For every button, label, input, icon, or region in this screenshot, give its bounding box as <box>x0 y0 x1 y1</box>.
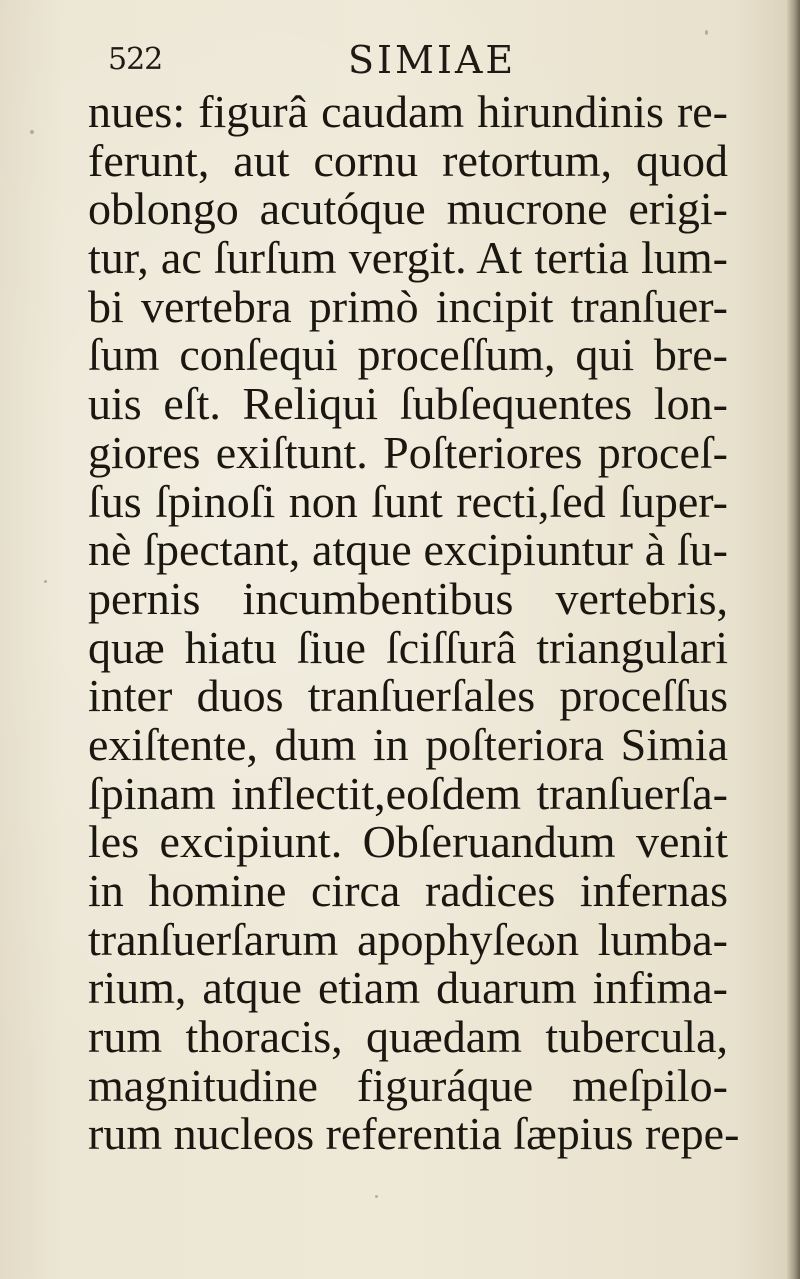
text-line: in homine circa radices infernas <box>88 865 728 916</box>
text-line: giores exiſtunt. Poſteriores proceſ- <box>88 426 728 478</box>
text-line: inter duos tranſuerſales proceſſus <box>88 670 728 722</box>
text-line: les excipiunt. Obſeruandum venit <box>88 816 728 868</box>
paper-speck <box>30 130 34 134</box>
paper-speck <box>44 580 47 583</box>
text-line: ferunt, aut cornu retortum, quod <box>88 134 728 186</box>
running-title: SIMIAE <box>348 38 517 82</box>
paper-speck <box>375 1195 378 1198</box>
text-line: nè ſpectant, atque excipiuntur à ſu- <box>88 524 728 576</box>
text-line: uis eſt. Reliqui ſubſequentes lon- <box>88 378 728 430</box>
text-line: quæ hiatu ſiue ſciſſurâ triangulari <box>88 621 728 673</box>
body-text <box>88 86 740 1160</box>
page-edge-shadow <box>786 0 800 1279</box>
text-line: ſum conſequi proceſſum, qui bre- <box>88 329 728 381</box>
paper-speck <box>705 30 708 35</box>
text-line: ſpinam inflectit,eoſdem tranſuerſa- <box>88 767 728 819</box>
text-line: rum thoracis, quædam tubercula, <box>88 1011 728 1063</box>
text-line: rum nucleos referentia ſæpius repe- <box>88 1108 740 1160</box>
text-line: pernis incumbentibus vertebris, <box>88 572 728 624</box>
text-line: nues: figurâ caudam hirundinis re- <box>88 86 728 137</box>
text-line: tur, ac ſurſum vergit. At tertia lum- <box>88 232 728 284</box>
text-line: ſus ſpinoſi non ſunt recti,ſed ſuper- <box>88 475 728 527</box>
text-line: oblongo acutóque mucrone erigi- <box>88 183 728 235</box>
text-line: rium, atque etiam duarum infima- <box>88 962 728 1014</box>
text-line: bi vertebra primò incipit tranſuer- <box>88 280 728 332</box>
text-line: magnitudine figuráque meſpilo- <box>88 1059 728 1111</box>
running-head <box>108 38 708 88</box>
page-number: 522 <box>108 42 163 77</box>
text-line: exiſtente, dum in poſteriora Simia <box>88 718 728 770</box>
text-line: tranſuerſarum apophyſeωn lumba- <box>88 913 728 965</box>
